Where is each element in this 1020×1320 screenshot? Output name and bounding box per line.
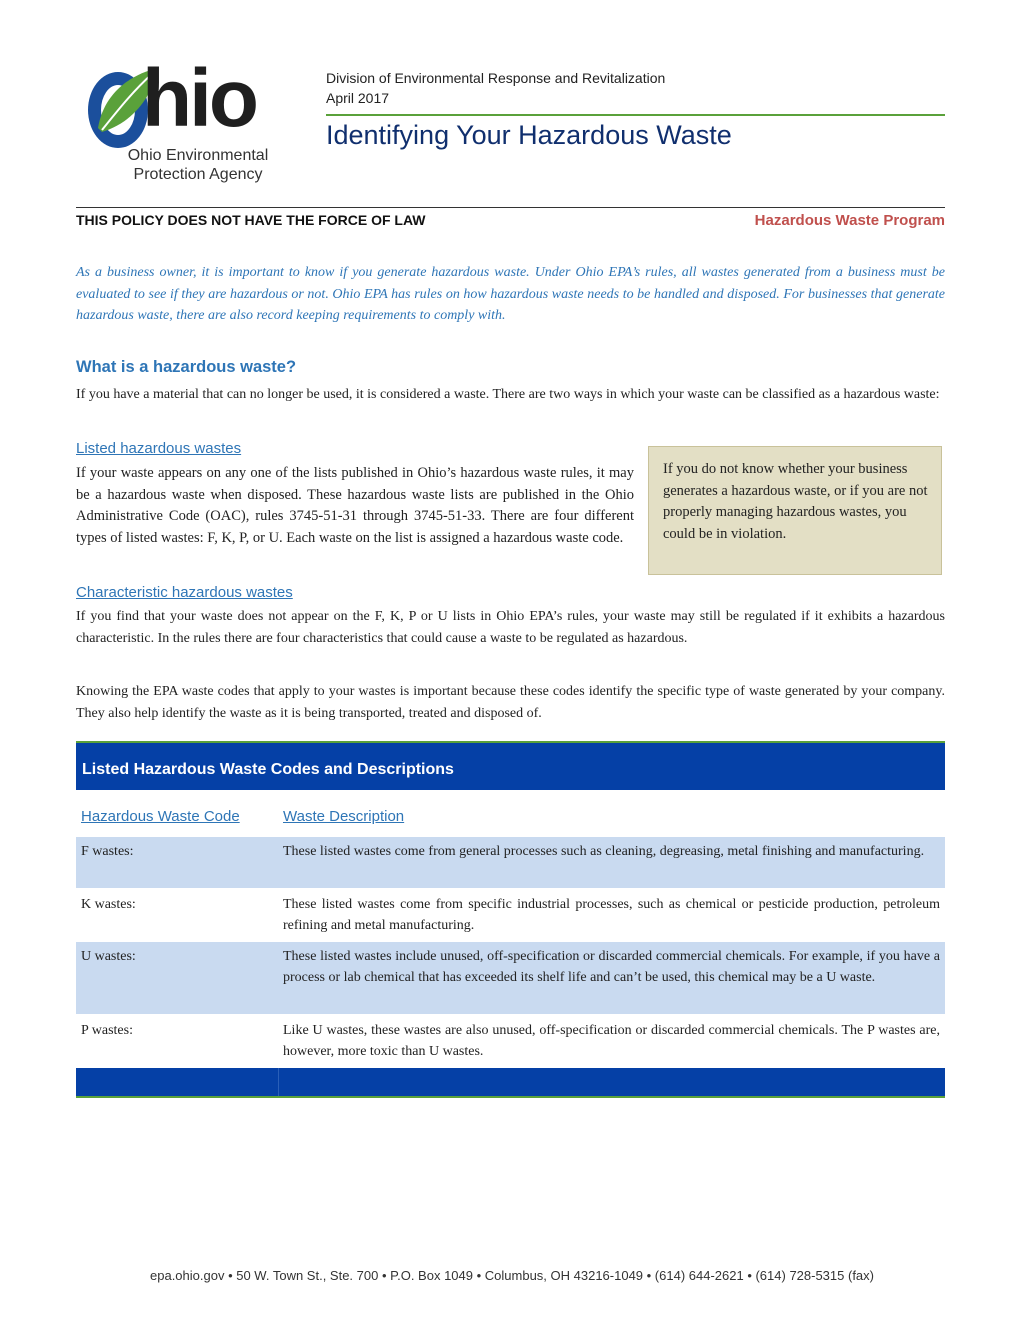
table-row: [76, 890, 945, 940]
waste-code: U wastes:: [81, 949, 136, 964]
logo-wordmark: hio: [142, 53, 256, 144]
banner-divider: [76, 207, 945, 208]
division-info: [326, 68, 665, 108]
waste-code: P wastes:: [81, 1023, 133, 1038]
waste-code: K wastes:: [81, 897, 136, 912]
table-row: [76, 942, 945, 1014]
waste-code: F wastes:: [81, 844, 134, 859]
table-title: Listed Hazardous Waste Codes and Descriptions: [76, 743, 945, 790]
page-title: Identifying Your Hazardous Waste: [326, 120, 732, 150]
table-row: [76, 837, 945, 888]
header-divider: [326, 114, 945, 116]
column-header-description[interactable]: Waste Description: [283, 808, 405, 825]
characteristic-wastes-paragraph: If you find that your waste does not appear on the F, K, P or U lists in Ohio EPA’s rules, your waste may still be regulated if it exhibits a hazardous characteristic. In the rules there are four characteristics that could cause a waste to be regulated as hazardous.: [76, 609, 945, 646]
publication-date: April 2017: [326, 90, 390, 106]
waste-description: These listed wastes come from specific industrial processes, such as chemical or pesticide production, petroleum refining and metal manufacturing.: [283, 897, 940, 933]
listed-wastes-paragraph: If your waste appears on any one of the lists published in Ohio’s hazardous waste rules, it may be a hazardous waste when disposed. These hazardous waste lists are published in the Ohio Administrative Code (OAC), rules 3745-51-31 through 3745-51-33. There are four different types of listed wastes: F, K, P, or U. Each waste on the list is assigned a hazardous waste code.: [76, 465, 634, 546]
ohio-epa-logo: [84, 53, 289, 186]
intro-paragraph: As a business owner, it is important to know if you generate hazardous waste. Under Ohio EPA’s rules, all wastes generated from a business must be evaluated to see if they are hazardous or not. Ohio EPA has rules on how hazardous waste needs to be handled and disposed. For businesses that generate hazardous waste, there are also record keeping requirements to comply with.: [76, 265, 945, 323]
section-heading: What is a hazardous waste?: [76, 358, 297, 376]
page-footer-contact: epa.ohio.gov • 50 W. Town St., Ste. 700 • P.O. Box 1049 • Columbus, OH 43216-1049 • (614) 644-2621 • (614) 728-5315 (fax): [150, 1268, 874, 1283]
column-header-code[interactable]: Hazardous Waste Code: [81, 808, 240, 825]
waste-description: These listed wastes come from general processes such as cleaning, degreasing, metal finishing and manufacturing.: [283, 844, 925, 859]
waste-description: Like U wastes, these wastes are also unused, off-specification or discarded commercial chemicals. The P wastes are, however, more toxic than U wastes.: [283, 1023, 940, 1059]
characteristic-wastes-link[interactable]: Characteristic hazardous wastes: [76, 584, 293, 601]
listed-wastes-link[interactable]: Listed hazardous wastes: [76, 440, 242, 457]
section-paragraph: If you have a material that can no longer be used, it is considered a waste. There are two ways in which your waste can be classified as a hazardous waste:: [76, 387, 940, 402]
violation-callout: If you do not know whether your business generates a hazardous waste, or if you are not properly managing hazardous wastes, you could be in violation.: [648, 446, 942, 575]
waste-codes-paragraph: Knowing the EPA waste codes that apply to your wastes is important because these codes identify the specific type of waste generated by your company. They also help identify the waste as it is being transported, treated and disposed of.: [76, 684, 945, 721]
table-bottom-rule: [76, 1096, 945, 1098]
table-footer-divider: [278, 1068, 279, 1096]
division-name: Division of Environmental Response and Revitalization: [326, 70, 666, 86]
program-name: Hazardous Waste Program: [754, 212, 945, 229]
logo-agency-name: Ohio Environmental Protection Agency: [127, 147, 269, 183]
table-footer-band: [76, 1068, 945, 1096]
waste-description: These listed wastes include unused, off-specification or discarded commercial chemicals. For example, if you have a process or lab chemical that has exceeded its shelf life and can’t be used, this chemical may be a U waste.: [283, 949, 940, 985]
table-row: [76, 1016, 945, 1066]
policy-disclaimer: THIS POLICY DOES NOT HAVE THE FORCE OF LAW: [76, 212, 426, 228]
